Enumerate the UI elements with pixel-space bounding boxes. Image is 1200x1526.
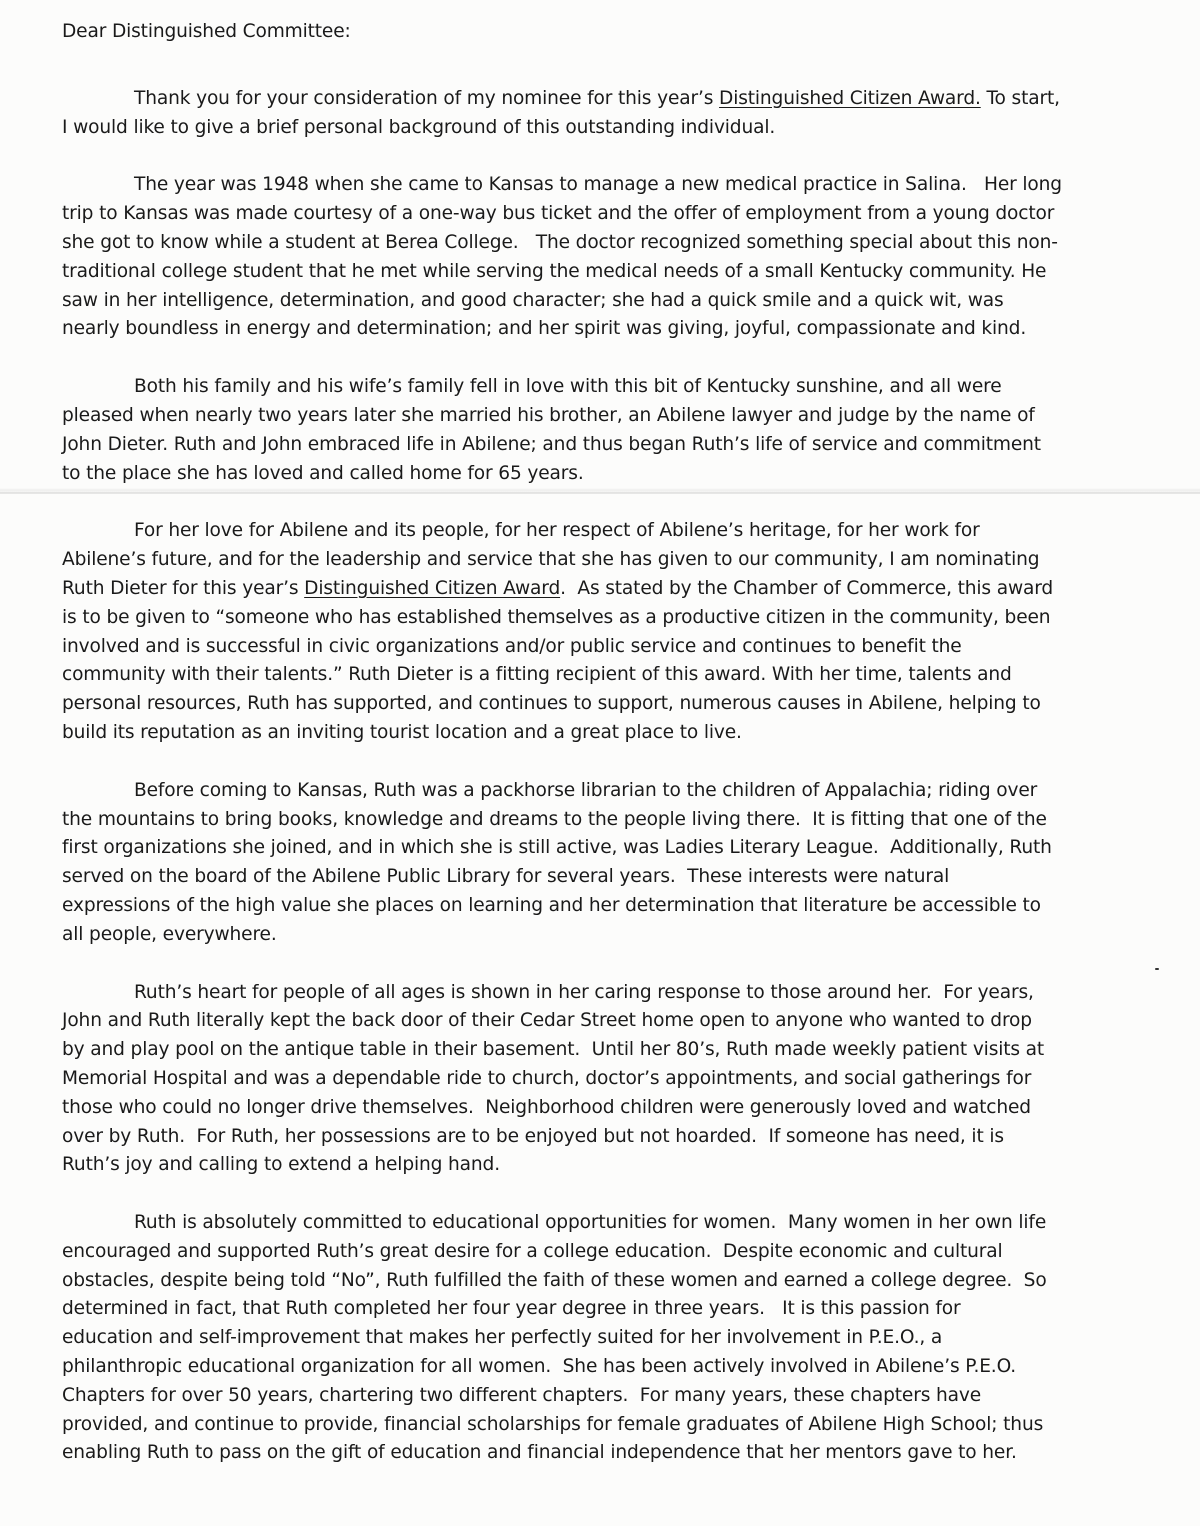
paragraph-education [62,1209,1142,1468]
letter-line: pleased when nearly two years later she married his brother, an Abilene lawyer and judge by the name of [62,404,1035,426]
letter-line: involved and is successful in civic organizations and/or public service and continues to benefit the [62,635,962,657]
letter-body [62,18,1142,1497]
letter-line: the mountains to bring books, knowledge and dreams to the people living there. It is fitting that one of the [62,808,1047,830]
letter-line: Ruth is absolutely committed to educational opportunities for women. Many women in her own life [134,1212,1047,1234]
letter-line [62,85,1142,114]
letter-line: over by Ruth. For Ruth, her possessions are to be enjoyed but not hoarded. If someone has need, it is [62,1125,1004,1147]
scan-speck [1155,968,1159,970]
letter-line: provided, and continue to provide, financial scholarships for female graduates of Abilene High School; thus [62,1413,1044,1435]
letter-line: is to be given to “someone who has established themselves as a productive citizen in the community, been [62,606,1051,628]
paragraph-intro [62,85,1142,143]
salutation: Dear Distinguished Committee: [62,21,351,42]
paragraph-background [62,171,1142,344]
letter-line: obstacles, despite being told “No”, Ruth fulfilled the faith of these women and earned a college degree. So [62,1269,1047,1291]
award-name-underlined: Distinguished Citizen Award. [719,87,981,109]
paragraph-nomination [62,517,1142,747]
letter-line: philanthropic educational organization for all women. She has been actively involved in Abilene’s P.E.O. [62,1356,1017,1378]
letter-line: Chapters for over 50 years, chartering two different chapters. For many years, these chapters have [62,1384,982,1406]
letter-line: Before coming to Kansas, Ruth was a packhorse librarian to the children of Appalachia; riding over [134,779,1038,801]
letter-line: community with their talents.” Ruth Dieter is a fitting recipient of this award. With her time, talents and [62,664,1012,686]
letter-line: she got to know while a student at Berea College. The doctor recognized something special about this non- [62,231,1058,253]
letter-line: personal resources, Ruth has supported, and continues to support, numerous causes in Abilene, helping to [62,693,1041,715]
letter-line: John and Ruth literally kept the back door of their Cedar Street home open to anyone who wanted to drop [62,1010,1032,1032]
letter-line: Abilene’s future, and for the leadership and service that she has given to our community, I am nominating [62,549,1040,571]
letter-line: determined in fact, that Ruth completed her four year degree in three years. It is this passion for [62,1298,961,1320]
letter-line: Both his family and his wife’s family fell in love with this bit of Kentucky sunshine, and all were [134,376,1002,398]
letter-line: all people, everywhere. [62,923,277,945]
letter-line: nearly boundless in energy and determination; and her spirit was giving, joyful, compassionate and kind. [62,318,1027,340]
letter-line: trip to Kansas was made courtesy of a one-way bus ticket and the offer of employment from a young doctor [62,203,1055,225]
letter-line: Memorial Hospital and was a dependable ride to church, doctor’s appointments, and social gatherings for [62,1067,1032,1089]
line-text: To start, [980,87,1060,109]
paragraph-heart [62,979,1142,1181]
letter-line: served on the board of the Abilene Public Library for several years. These interests were natural [62,866,950,888]
letter-line: The year was 1948 when she came to Kansas to manage a new medical practice in Salina. Her long [134,174,1062,196]
paragraph-family [62,373,1142,488]
letter-line: those who could no longer drive themselves. Neighborhood children were generously loved and watched [62,1096,1031,1118]
letter-line: For her love for Abilene and its people, for her respect of Abilene’s heritage, for her work for [134,520,980,542]
line-text: . As stated by the Chamber of Commerce, this award [560,577,1054,599]
letter-line: Ruth’s joy and calling to extend a helping hand. [62,1154,500,1176]
letter-line: John Dieter. Ruth and John embraced life in Abilene; and thus began Ruth’s life of service and commitment [62,433,1041,455]
letter-line: build its reputation as an inviting tourist location and a great place to live. [62,721,742,743]
letter-line [62,575,1142,604]
letter-paragraphs [62,85,1142,1468]
letter-line: enabling Ruth to pass on the gift of education and financial independence that her mentors gave to her. [62,1442,1017,1464]
letter-line: encouraged and supported Ruth’s great desire for a college education. Despite economic and cultural [62,1240,1003,1262]
line-text: Thank you for your consideration of my nominee for this year’s [134,87,720,109]
line-text: Ruth Dieter for this year’s [62,577,305,599]
letter-line: to the place she has loved and called home for 65 years. [62,462,584,484]
letter-line: traditional college student that he met while serving the medical needs of a small Kentucky community. He [62,260,1047,282]
award-name-underlined: Distinguished Citizen Award [304,577,561,599]
letter-line: Ruth’s heart for people of all ages is shown in her caring response to those around her. For years, [134,981,1034,1003]
letter-line: education and self-improvement that makes her perfectly suited for her involvement in P.E.O., a [62,1327,943,1349]
letter-line: saw in her intelligence, determination, and good character; she had a quick smile and a quick wit, was [62,289,1004,311]
paragraph-librarian [62,777,1142,950]
letter-line: I would like to give a brief personal background of this outstanding individual. [62,116,776,138]
letter-line: by and play pool on the antique table in their basement. Until her 80’s, Ruth made weekly patient visits at [62,1039,1045,1061]
letter-line: first organizations she joined, and in which she is still active, was Ladies Literary League. Additionally, Ruth [62,837,1052,859]
letter-line: expressions of the high value she places on learning and her determination that literature be accessible to [62,894,1041,916]
